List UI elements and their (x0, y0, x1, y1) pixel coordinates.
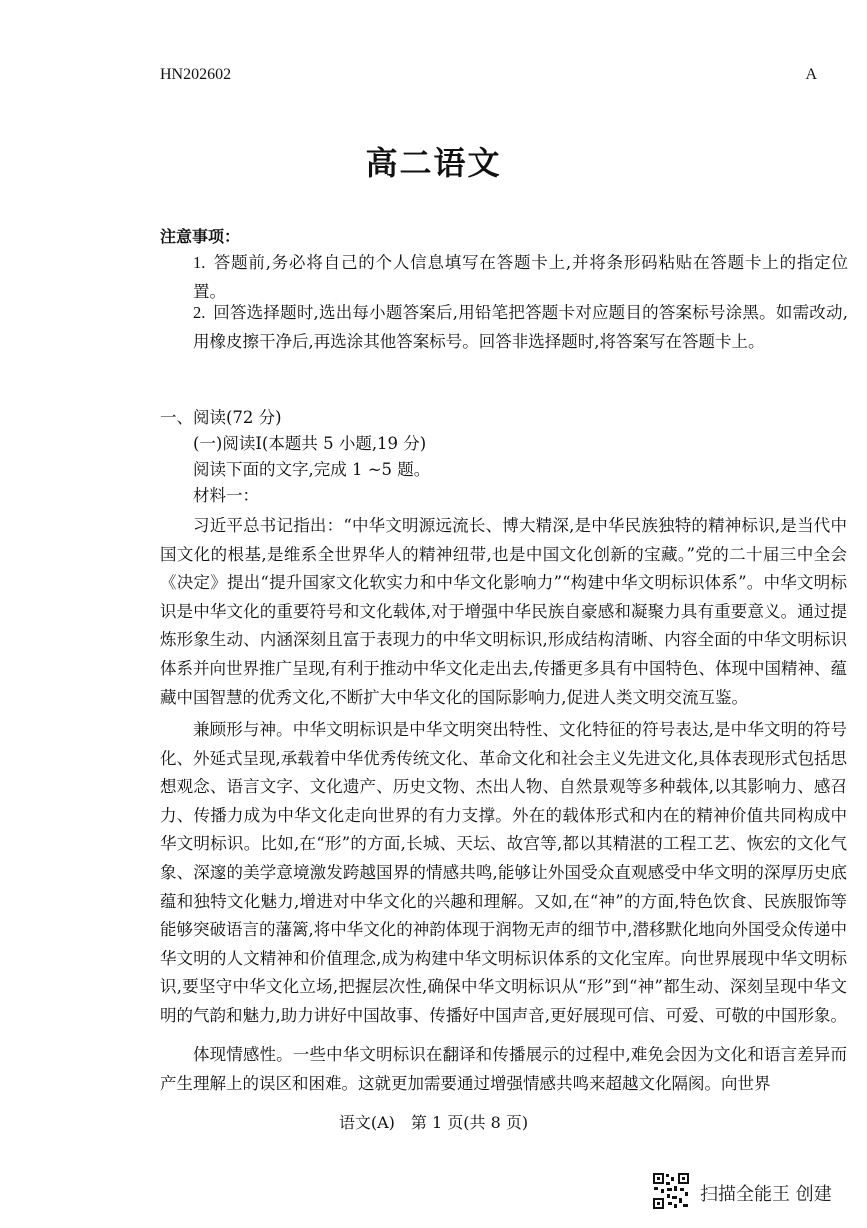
scanner-watermark: 扫描全能王 创建 (700, 1184, 832, 1205)
section-heading: 一、阅读(72 分) (160, 408, 282, 427)
notice-item-number: 1. (193, 253, 206, 272)
reading-instruction: 阅读下面的文字,完成 1 ~5 题。 (193, 460, 431, 479)
notice-item (193, 298, 848, 356)
paragraph: 体现情感性。一些中华文明标识在翻译和传播展示的过程中,难免会因为文化和语言差异而产生理解上的误区和困难。这就更加需要通过增强情感共鸣来超越文化隔阂。向世界 (160, 1045, 847, 1093)
paragraph: 兼顾形与神。中华文明标识是中华文明突出特性、文化特征的符号表达,是中华文明的符号化、外延式呈现,承载着中华优秀传统文化、革命文化和社会主义先进文化,具体表现形式包括思想观念、语言文字、文化遗产、历史文物、杰出人物、自然景观等多种载体,以其影响力、感召力、传播力成为中华文化走向世界的有力支撑。外在的载体形式和内在的精神价值共同构成中华文明标识。比如,在“形”的方面,长城、天坛、故宫等,都以其精湛的工程工艺、恢宏的文化气象、深邃的美学意境激发跨越国界的情感共鸣,能够让外国受众直观感受中华文明的深厚历史底蕴和独特文化魅力,增进对中华文化的兴趣和理解。又如,在“神”的方面,特色饮食、民族服饰等能够突破语言的藩篱,将中华文化的神韵体现于润物无声的细节中,潜移默化地向外国受众传递中华文明的人文精神和价值理念,成为构建中华文明标识体系的文化宝库。向世界展现中华文明标识,要坚守中华文化立场,把握层次性,确保中华文明标识从“形”到“神”都生动、深刻呈现中华文明的气韵和魅力,助力讲好中国故事、传播好中国声音,更好展现可信、可爱、可敬的中国形象。 (160, 720, 847, 1025)
page-title: 高二语文 (365, 144, 502, 182)
paper-version: A (805, 66, 817, 83)
exam-code: HN202602 (160, 66, 232, 83)
notice-item-number: 2. (193, 303, 206, 322)
subsection-heading: (一)阅读Ⅰ(本题共 5 小题,19 分) (193, 434, 427, 453)
notice-item-text: 答题前,务必将自己的个人信息填写在答题卡上,并将条形码粘贴在答题卡上的指定位置。 (193, 253, 848, 301)
notice-heading: 注意事项： (160, 227, 241, 246)
qr-code-icon (652, 1172, 690, 1210)
paragraph: 习近平总书记指出：“中华文明源远流长、博大精深,是中华民族独特的精神标识,是当代中国文化的根基,是维系全世界华人的精神纽带,也是中国文化创新的宝藏。”党的二十届三中全会《决定》提出“提升国家文化软实力和中华文化影响力”“构建中华文明标识体系”。中华文明标识是中华文化的重要符号和文化载体,对于增强中华民族自豪感和凝聚力具有重要意义。通过提炼形象生动、内涵深刻且富于表现力的中华文明标识,形成结构清晰、内容全面的中华文明标识体系并向世界推广呈现,有利于推动中华文化走出去,传播更多具有中国特色、体现中国精神、蕴藏中国智慧的优秀文化,不断扩大中华文化的国际影响力,促进人类文明交流互鉴。 (160, 516, 847, 707)
material-label: 材料一： (193, 486, 259, 505)
page-footer: 语文(A) 第 1 页(共 8 页) (338, 1113, 529, 1132)
notice-item-text: 回答选择题时,选出每小题答案后,用铅笔把答题卡对应题目的答案标号涂黑。如需改动,用橡皮擦干净后,再选涂其他答案标号。回答非选择题时,将答案写在答题卡上。 (193, 303, 848, 351)
